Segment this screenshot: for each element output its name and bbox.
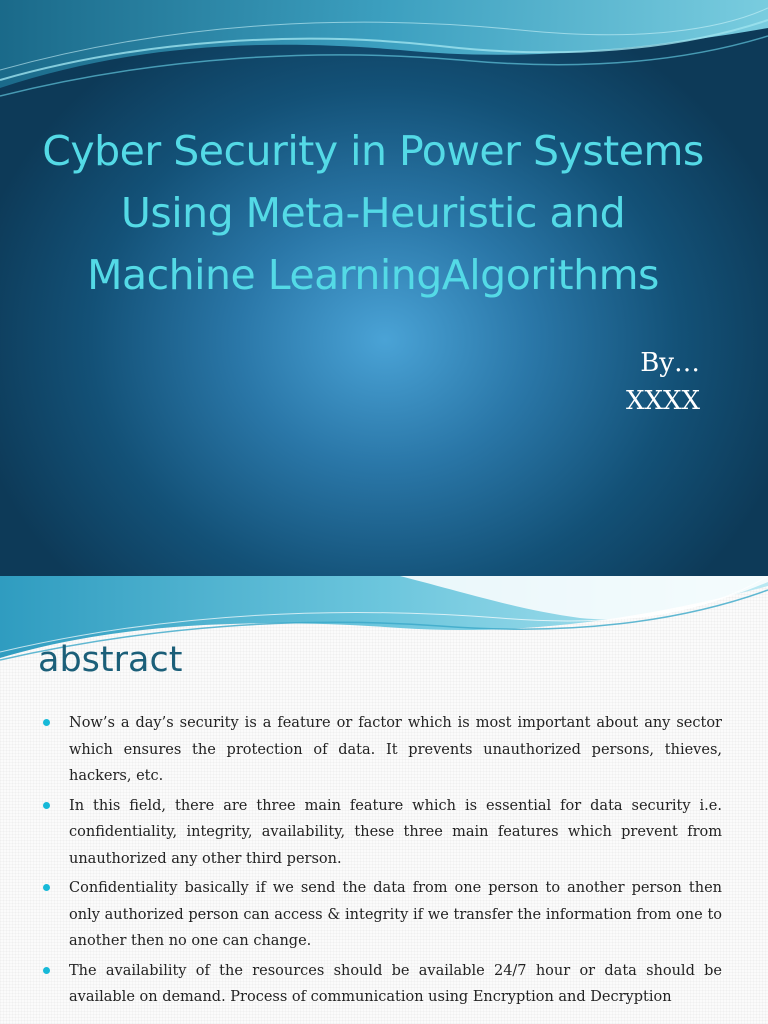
author-block [626, 344, 700, 420]
list-item [40, 875, 722, 955]
bullet-list [40, 710, 722, 1014]
bullet-dot-icon [43, 719, 50, 726]
section-heading: abstract [38, 640, 183, 680]
list-item-text: The availability of the resources should be available 24/7 hour or data should be available on demand. Process of communication using Encryption and Decryption [69, 962, 722, 1005]
author-name: XXXX [625, 386, 700, 416]
list-item [40, 958, 722, 1011]
list-item-text: Now’s a day’s security is a feature or factor which is most important about any sector which ensures the protection of data. It prevents unauthorized persons, thieves, hackers, etc. [69, 715, 722, 784]
list-item [40, 710, 722, 790]
list-item-text: In this field, there are three main feature which is essential for data security i.e. confidentiality, integrity, availability, these three main features which prevent from unauthorized any other third person. [69, 797, 722, 867]
list-item [40, 793, 722, 873]
list-item-text: Confidentiality basically if we send the data from one person to another person then only authorized person can access & integrity if we transfer the information from one to another then no one can change. [69, 880, 722, 949]
bullet-dot-icon [43, 802, 50, 809]
author-by-label: By… [640, 348, 700, 378]
wave-decoration-top [0, 0, 768, 110]
slide-title: Cyber Security in Power Systems Using Meta-Heuristic and Machine LearningAlgorithms [42, 127, 704, 299]
abstract-slide [0, 576, 768, 1024]
bullet-dot-icon [43, 967, 50, 974]
bullet-dot-icon [43, 884, 50, 891]
